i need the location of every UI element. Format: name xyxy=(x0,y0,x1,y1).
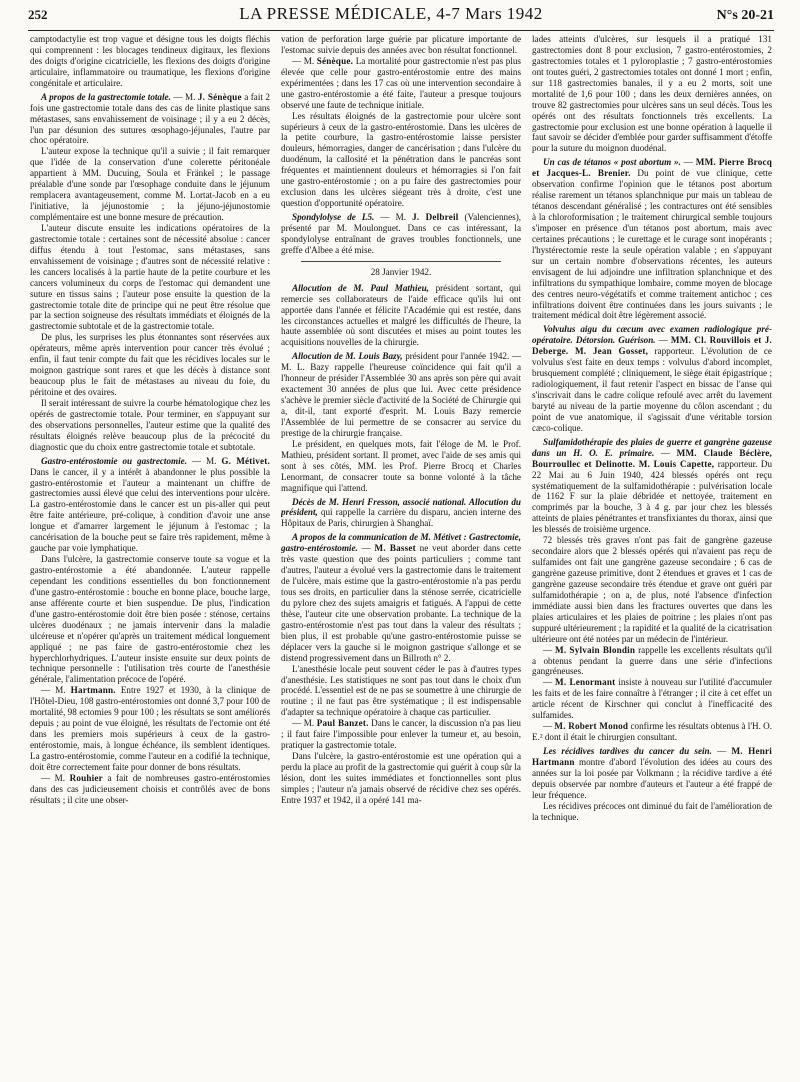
paragraph: camptodactylie est trop vague et désigne tous les doigts fléchis qui comprennent : les blocages tendineux digitaux, les flexions des doigts d'origine cicatricielle, les flexions des doigts d'origine articulaire, inflammatoire ou traumatique, les flexions d'origine congénitale et articulaire. xyxy=(30,34,270,88)
paragraph: — M. Sylvain Blondin rappelle les excellents résultats qu'il a obtenus pendant la guerre dans une série d'infections gangréneuses. xyxy=(532,644,772,677)
section-title: Volvulus aigu du cæcum avec examen radiologique pré-opératoire. Détorsion. Guérison. xyxy=(532,324,772,346)
column-3 xyxy=(532,34,772,1052)
paragraph: — M. Lenormant insiste à nouveau sur l'utilité d'accumuler les faits et de les faire connaître à l'étranger ; il cite à cet effet un article récent de Kirschner qui conclut à l'inefficacité des sulfamides. xyxy=(532,677,772,721)
author-name: Paul Banzet. xyxy=(316,718,369,729)
section-title: Un cas de tétanos « post abortum ». xyxy=(543,157,681,168)
paragraph: 72 blessés très graves n'ont pas fait de gangrène gazeuse secondaire alors que 2 blessés opérés qui n'avaient pas reçu de sulfamides ont fait une gangrène gazeuse secondaire ; 6 cas de gangrène gazeuse primitive, dont 2 étendues et graves et 1 cas de gangrène gazeuse secondaire très étendue et grave ont guéri par sulfamidothérapie ; on a, de plus, noté l'absence d'infection immédiate aussi bien dans les fractures ouvertes que dans les plaies articulaires et les plaies de poitrine ; les plaies n'ont pas suppuré ultérieurement ; la rapidité et la qualité de la cicatrisation ultérieure ont été notées par un médecin de l'intérieur. xyxy=(532,535,772,644)
section-title: Gastro-entérostomie ou gastrectomie. xyxy=(41,455,187,466)
column-2 xyxy=(281,34,521,1052)
section-spondylolyse: Spondylolyse de L5. — M. J. Delbreil (Valenciennes), présenté par M. Moulonguet. Dans ce cas intéressant, la spondylolyse entraînant de graves troubles fonctionnels, une greffe d'Albee a été mise. xyxy=(281,212,521,255)
section-allocution-bazy: Allocution de M. Louis Bazy, président pour l'année 1942. — M. L. Bazy rappelle l'heureuse coïncidence qui fait qu'il a l'honneur de présider l'Assemblée 30 ans après son père qui avait exactement 30 années de plus que lui. Avec cette présidence s'achève le premier siècle d'activité de la Société de Chirurgie qui a, dit-il, tant exporté d'esprit. M. Louis Bazy remercie l'Assemblée de lui permettre de se consacrer au service du prestige de la chirurgie française. xyxy=(281,351,521,438)
section-recidives-cancer-sein: Les récidives tardives du cancer du sein. — M. Henri Hartmann montre d'abord l'évolution des idées au cours des années sur la loi posée par Volkmann ; la récidive tardive a été depuis observée par nombre d'auteurs et l'auteur a été frappé de leur fréquence. xyxy=(532,746,772,800)
paragraph: Les récidives précoces ont diminué du fait de l'amélioration de la technique. xyxy=(532,800,772,822)
paragraph: — M. Paul Banzet. Dans le cancer, la discussion n'a pas lieu ; il faut faire l'impossible pour enlever la tumeur et, au besoin, pratiquer la gastrectomie totale. xyxy=(281,718,521,751)
section-sulfamidotherapie: Sulfamidothérapie des plaies de guerre et gangrène gazeuse dans un H. O. E. primaire. — MM. Claude Béclère, Bourroullec et Delinotte. M. Louis Capette, rapporteur. Du 22 Mai au 6 Juin 1940, 424 blessés opérés ont reçu systématiquement de la sulfamidothérapie : pulvérisation locale de 1162 F sur la plaie débridée et nettoyée, traitement en comprimés par la bouche, 3 à 4 g. par jour chez les blessés atteints de plaies pénétrantes et transfixiantes du thorax, ainsi que les blessés de troisième urgence. xyxy=(532,436,772,535)
author-name: J. Delbreil xyxy=(412,212,459,222)
header-rule xyxy=(28,30,774,31)
paragraph: — M. Sénèque. La mortalité pour gastrectomie n'est pas plus élevée que celle pour gastro-entérostomie entre des mains expérimentées ; dans les 17 cas où une intervention secondaire à une gastro-entérostomie a été faite, l'auteur a presque toujours observé une faute de technique initiale. xyxy=(281,55,521,110)
section-tetanos: Un cas de tétanos « post abortum ». — MM. Pierre Brocq et Jacques-L. Brenier. Du point de vue clinique, cette observation confirme l'opinion que le tétanos post abortum réalise rarement un tétanos splanchnique pur mais un tableau de tétanos descendant généralisé ; les contractures ont été sensibles à la chloroformisation ; le traitement chirurgical semble toujours s'imposer en présence d'un tétanos post abortum, mais avec certaines précautions ; le curettage et le curage sont inopérants ; l'hystérectomie reste la seule opération valable ; en s'appuyant sur un certain nombre d'observations récentes, les auteurs envisagent de lui adjoindre une infiltration splanchnique et des infiltrations du sympathique lombaire, comme moyen de blocage des centres neuro-végétatifs et comme traitement antichoc ; ces infiltrations doivent être continuées dans les jours suivants ; le traitement médical doit être légèrement associé. xyxy=(532,157,772,321)
paragraph: Les résultats éloignés de la gastrectomie pour ulcère sont supérieurs à ceux de la gastro-entérostomie. Dans les ulcères de la petite courbure, la gastro-entérostomie laisse persister douleurs, hémorragies, danger de cancérisation ; dans l'ulcère du duodénum, la callosité et la pénétration dans le pancréas sont fréquentes et maintiennent douleurs et hémorragies si l'on fait une gastro-entérostomie ; on a pu faire des gastrectomies pour exclusion dans les ulcères siégeant très à droite, c'est une question d'opportunité opératoire. xyxy=(281,110,521,209)
author-name: M. Lenormant xyxy=(555,677,616,688)
section-title: Allocution de M. Paul Mathieu, xyxy=(292,282,429,293)
section-title: Décès de M. Henri Fresson, associé national. Allocution du président, xyxy=(281,496,521,518)
divider xyxy=(301,261,501,262)
issue-number: N°s 20-21 xyxy=(716,8,774,23)
section-volvulus: Volvulus aigu du cæcum avec examen radiologique pré-opératoire. Détorsion. Guérison. — MM. Cl. Rouvillois et J. Deberge. M. Jean Gosset, rapporteur. L'évolution de ce volvulus s'est faite en deux temps : volvulus d'abord incomplet, brusquement complété ; cliniquement, le siège était épigastrique ; radiologiquement, il faut retenir l'aspect en bissac de l'anse qui s'inscrivait dans le cadre colique refoulé avec arrêt du lavement baryté au niveau de la partie moyenne du côlon ascendant ; du point de vue anatomique, il s'agissait d'une véritable torsion cæco-colique. xyxy=(532,324,772,433)
paragraph: L'auteur discute ensuite les indications opératoires de la gastrectomie totale : certaines sont de nécessité absolue : cancer diffus étendu à tout l'estomac, sans métastases, sans envahissement de voisinage ; d'autres sont de nécessité relative : les cancers localisés à la partie haute de la petite courbure et les cancers volumineux du corps de l'estomac qui demandent une suture en tissus sains ; l'auteur pose ensuite la question de la gastrectomie totale dite de principe qui ne peut être résolue que par la section soigneuse des résultats immédiats et éloignés de la gastrectomie subtotale et de la gastrectomie totale. xyxy=(30,222,270,332)
paragraph: Dans l'ulcère, la gastro-entérostomie est une opération qui a perdu la place au profit de la gastrectomie qui guérit à coup sûr la lésion, dont les suites immédiates et fonctionnelles sont plus simples ; l'auteur n'a jamais observé de récidive chez ses opérés. Entre 1937 et 1942, il a opéré 141 ma- xyxy=(281,751,521,805)
section-text: a fait 2 fois une gastrectomie totale dans des cas de linite plastique sans métastases, sans envahissement de voisinage ; il y a eu 2 décès, l'un par désunion des sutures œsophago-jéjunales, l'autre par choc opératoire. xyxy=(30,91,270,146)
section-title: A propos de la communication de M. Métivet : Gastrectomie, gastro-entérostomie. xyxy=(281,532,521,554)
paragraph: Dans l'ulcère, la gastrectomie conserve toute sa vogue et la gastro-entérostomie a été abandonnée. L'auteur rappelle cependant les conditions essentielles du bon fonctionnement d'une gastro-entérostomie : bouche en bonne place, bouche large, anse afférente courte et bien suspendue. De plus, l'indication d'une gastro-entérostomie doit être bien posée : sténose, certains ulcères duodénaux ; ne jamais intervenir dans la maladie ulcéreuse et n'opérer qu'après un traitement médical longuement appliqué ; ne pas faire de gastro-entérostomie chez les hyperchlorhydriques. L'auteur insiste ensuite sur deux points de technique personnelle : l'utilisation très courte de l'anesthésie générale, l'alimentation précoce de l'opéré. xyxy=(30,554,270,685)
page-number: 252 xyxy=(28,7,48,22)
author-name: M. Sylvain Blondin xyxy=(555,644,636,655)
section-title: Allocution de M. Louis Bazy, xyxy=(292,351,403,362)
paragraph: vation de perforation large guérie par plicature importante de l'estomac suivie depuis des années avec bon résultat fonctionnel. xyxy=(281,34,521,55)
paragraph: L'anesthésie locale peut souvent céder le pas à d'autres types d'anesthésie. Les statistiques ne sont pas tout dans le choix d'un procédé. L'essentiel est de ne pas se soumettre à une chirurgie de routine ; il ne faut pas être systématique ; il est indispensable d'adapter sa technique opératoire à chaque cas particulier. xyxy=(281,663,521,718)
author-name: Sénèque. xyxy=(316,55,354,66)
article-columns xyxy=(30,34,772,1052)
author-name: M. Robert Monod xyxy=(554,721,629,732)
section-title: Spondylolyse de L5. xyxy=(292,212,375,222)
paragraph: — M. Rouhier a fait de nombreuses gastro-entérostomies dans des cas judicieusement choisis et contrôlés avec de bons résultats ; il cite une obser- xyxy=(30,772,270,805)
column-1 xyxy=(30,34,270,1052)
section-title: Sulfamidothérapie des plaies de guerre et gangrène gazeuse dans un H. O. E. primaire. xyxy=(532,436,772,458)
page-header xyxy=(28,4,774,28)
paragraph: Il serait intéressant de suivre la courbe hématologique chez les opérés de gastrectomie totale. Pour terminer, en s'appuyant sur des observations personnelles, l'auteur estime que la qualité des résultats éloignés relève beaucoup plus de la précocité du diagnostic que du choix entre gastrectomie totale et subtotale. xyxy=(30,397,270,452)
section-deces-fresson: Décès de M. Henri Fresson, associé national. Allocution du président, qui rappelle la carrière du disparu, ancien interne des Hôpitaux de Paris, chirurgien à Shanghaï. xyxy=(281,496,521,529)
section-propos-metivet: A propos de la communication de M. Métivet : Gastrectomie, gastro-entérostomie. — M. Basset ne veut aborder dans cette très vaste question que des points particuliers ; comme tant d'autres, l'auteur a évolué vers la gastrectomie dans le traitement de l'ulcère, mais estime que la gastro-entérostomie n'a pas perdu tous ses droits, en particulier dans la sténose serrée, cicatricielle du pylore chez des sujets amaigris et fatigués. A l'appui de cette thèse, l'auteur cite une observation probante. La technique de la gastro-entérostomie n'est pas tout dans la valeur des résultats ; bien plus, il est probable qu'une gastro-entérostomie puisse se déplacer vers la gauche si le moignon gastrique s'allonge et se distend progressivement dans un Billroth n° 2. xyxy=(281,532,521,663)
section-allocution-mathieu: Allocution de M. Paul Mathieu, président sortant, qui remercie ses collaborateurs de l'aide efficace qu'ils lui ont apportée dans l'année et félicite l'Académie qui est restée, dans les circonstances actuelles et malgré les difficultés de l'heure, la haute assemblée où sont discutées et mises au point toutes les acquisitions nouvelles de la chirurgie. xyxy=(281,282,521,348)
paragraph: — M. Robert Monod confirme les résultats obtenus à l'H. O. E.² dont il était le chirurgien consultant. xyxy=(532,721,772,743)
section-gastrectomie-totale: A propos de la gastrectomie totale. — M. J. Sénèque a fait 2 fois une gastrectomie totale dans des cas de linite plastique sans métastases, sans envahissement de voisinage ; il y a eu 2 décès, l'un par désunion des sutures œsophago-jéjunales, l'autre par choc opératoire. xyxy=(30,91,270,146)
section-gastro-enterostomie: Gastro-entérostomie ou gastrectomie. — M. G. Métivet. Dans le cancer, il y a intérêt à abandonner le plus possible la gastro-entérostomie et l'auteur a maintenant un chiffre de gastrectomies aussi élevé que celui des interventions pour ulcère. La gastro-entérostomie dans le cancer est un pis-aller qui peut être faite antérieure, pré-colique, à condition d'avoir une anse longue et d'amarrer largement le jéjunum à l'estomac ; la cancérisation de la bouche peut se faire très rapidement, même à gauche par voie lymphatique. xyxy=(30,455,270,554)
journal-title: LA PRESSE MÉDICALE, 4-7 Mars 1942 xyxy=(239,4,543,23)
section-title: Les récidives tardives du cancer du sein. xyxy=(543,746,712,756)
author-names: MM. Claude Béclère, Bourroullec et Delinotte. M. Louis Capette, xyxy=(532,447,772,469)
author-names: MM. Pierre Brocq et Jacques-L. Brenier. xyxy=(532,157,772,179)
author-name: M. Basset xyxy=(374,543,416,554)
author-name: G. Métivet. xyxy=(221,455,270,466)
paragraph: Le président, en quelques mots, fait l'éloge de M. le Prof. Mathieu, président sortant. Il promet, avec l'aide de ses amis qui sont à ses côtés, MM. les Prof. Pierre Brocq et Charles Lenormant, de consacrer toute sa bonne volonté à la tâche magnifique qui l'attend. xyxy=(281,438,521,493)
section-title: A propos de la gastrectomie totale. xyxy=(41,91,171,102)
author-names: MM. Cl. Rouvillois et J. Deberge. M. Jean Gosset, xyxy=(532,335,772,357)
author-name: J. Sénèque xyxy=(197,91,242,102)
session-date: 28 Janvier 1942. xyxy=(370,266,432,277)
author-name: Rouhier xyxy=(69,772,103,783)
paragraph: — M. Hartmann. Entre 1927 et 1930, à la clinique de l'Hôtel-Dieu, 108 gastro-entérostomies ont donné 3,7 pour 100 de mortalité, 98 ectomies 9 pour 100 ; les résultats se sont améliorés depuis ; au point de vue éloigné, les résultats de l'ectomie ont été dans les premiers mois supérieurs à ceux de la gastro-entérostomie, mais, à longue échéance, ils semblent identiques. La gastro-entérostomie, comme l'auteur en a codifié la technique, doit être correctement faite pour donner de bons résultats. xyxy=(30,685,270,772)
paragraph: L'auteur expose la technique qu'il a suivie ; il fait remarquer que l'idée de la conservation d'une colerette péritonéale appartient à MM. Ducuing, Soula et Fränkel ; le passage préalable d'une sonde par l'œsophage conduite dans le jéjunum remplacera avantageusement, comme M. Lortat-Jacob en a eu l'initiative, la jéjunostomie ; la jéjuno-jéjunostomie complémentaire est une bonne mesure de précaution. xyxy=(30,146,270,222)
paragraph: lades atteints d'ulcères, sur lesquels il a pratiqué 131 gastrectomies dont 8 pour exclusion, 7 gastro-entérostomies, 2 gastrectomies totales et 1 pyloroplastie ; 7 gastro-entérostomies ont toutes guéri, 2 gastrectomies totales ont donné 1 mort ; enfin, sur 118 gastrectomies banales, il y a eu 2 morts, soit une mortalité de 1,6 pour 100 ; dans les deux dernières années, on trouve 82 gastrectomies pour ulcères sans un seul décès. Tous les opérés ont des résultats fonctionnels très excellents. La gastrectomie pour exclusion est une bonne opération à laquelle il faut savoir se décider d'emblée pour garder suffisamment d'étoffe pour la suture du moignon duodénal. xyxy=(532,34,772,154)
section-text: Dans le cancer, il y a intérêt à abandonner le plus possible la gastro-entérostomie et l'auteur a maintenant un chiffre de gastrectomies aussi élevé que celui des interventions pour ulcère. La gastro-entérostomie dans le cancer est un pis-aller qui peut être faite antérieure, pré-colique, à condition d'avoir une anse longue et d'amarrer largement le jéjunum à l'estomac ; la cancérisation de la bouche peut se faire très rapidement, même à gauche par voie lymphatique. xyxy=(30,466,270,554)
author-name: Hartmann. xyxy=(70,685,116,696)
paragraph: De plus, les surprises les plus étonnantes sont réservées aux opérateurs, même après intervention pour cancer très évolué ; enfin, il faut tenir compte du fait que les récidives locales sur le moignon gastrique sont rares et que les décès à distance sont beaucoup plus le fait de métastases au niveau du foie, du péritoine et des ovaires. xyxy=(30,332,270,397)
author-name: M. Henri Hartmann xyxy=(532,746,772,767)
